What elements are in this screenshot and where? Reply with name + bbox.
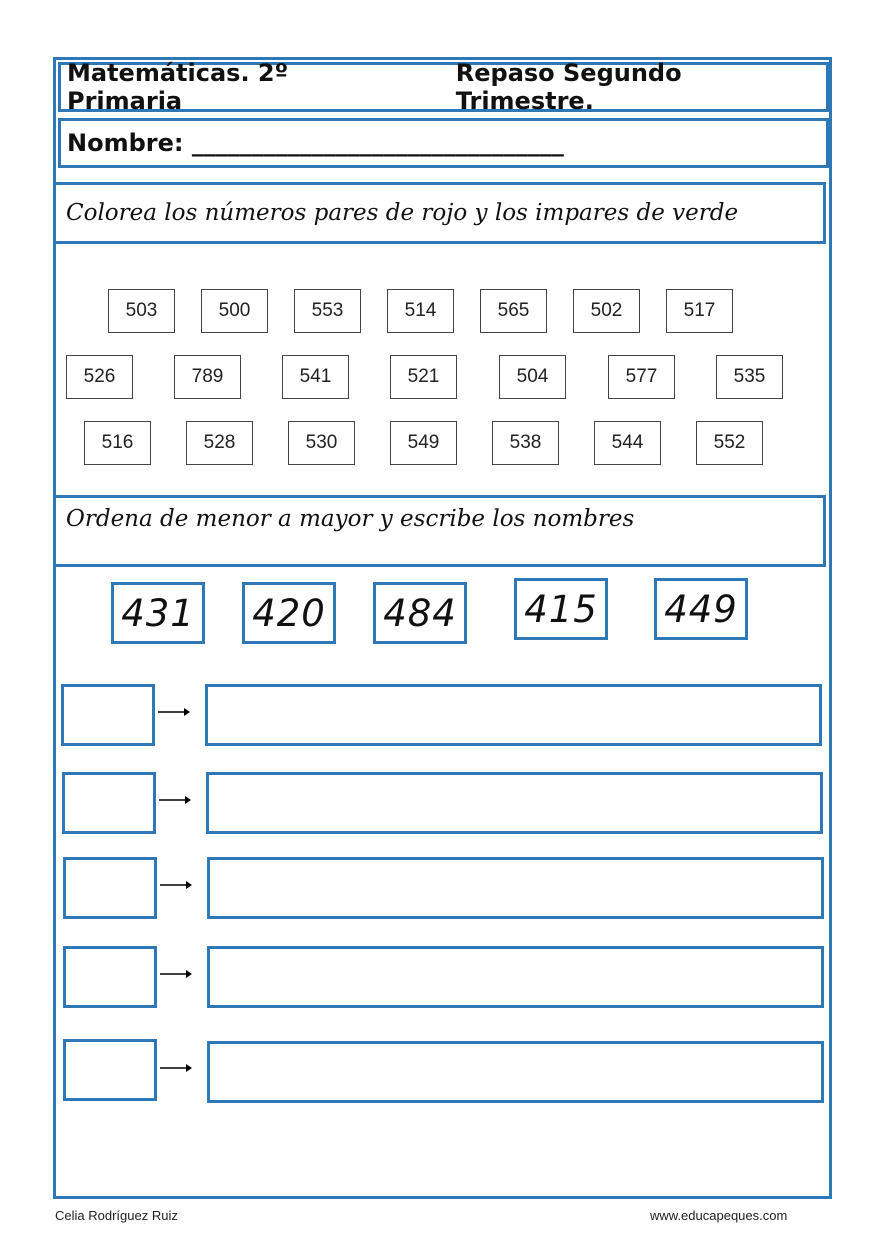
name-answer-box[interactable]: [206, 772, 823, 834]
number-answer-box[interactable]: [61, 684, 155, 746]
footer-website: www.educapeques.com: [650, 1208, 788, 1223]
number-box[interactable]: 541: [282, 355, 349, 399]
order-number: 484: [373, 582, 467, 644]
number-box[interactable]: 789: [174, 355, 241, 399]
number-box[interactable]: 552: [696, 421, 763, 465]
name-answer-box[interactable]: [205, 684, 822, 746]
instruction-color-text: Colorea los números pares de rojo y los impares de verde: [66, 200, 739, 226]
number-box[interactable]: 530: [288, 421, 355, 465]
footer-author: Celia Rodríguez Ruiz: [55, 1208, 178, 1223]
number-box[interactable]: 553: [294, 289, 361, 333]
number-box[interactable]: 504: [499, 355, 566, 399]
arrow-right-icon: [160, 1062, 192, 1074]
arrow-right-icon: [159, 794, 191, 806]
number-box[interactable]: 521: [390, 355, 457, 399]
number-box[interactable]: 538: [492, 421, 559, 465]
instruction-color: [53, 182, 826, 244]
name-bar: [58, 118, 829, 168]
arrow-right-icon: [158, 706, 190, 718]
order-number: 415: [514, 578, 608, 640]
arrow-right-icon: [160, 879, 192, 891]
order-number: 449: [654, 578, 748, 640]
instruction-order: [53, 495, 826, 567]
number-answer-box[interactable]: [63, 857, 157, 919]
number-answer-box[interactable]: [63, 1039, 157, 1101]
name-label: Nombre: _______________________________: [67, 129, 564, 157]
name-answer-box[interactable]: [207, 946, 824, 1008]
name-answer-box[interactable]: [207, 857, 824, 919]
number-box[interactable]: 502: [573, 289, 640, 333]
number-answer-box[interactable]: [63, 946, 157, 1008]
name-answer-box[interactable]: [207, 1041, 824, 1103]
number-box[interactable]: 577: [608, 355, 675, 399]
number-box[interactable]: 544: [594, 421, 661, 465]
number-box[interactable]: 514: [387, 289, 454, 333]
number-box[interactable]: 549: [390, 421, 457, 465]
number-box[interactable]: 500: [201, 289, 268, 333]
number-box[interactable]: 516: [84, 421, 151, 465]
number-answer-box[interactable]: [62, 772, 156, 834]
order-number: 420: [242, 582, 336, 644]
number-box[interactable]: 503: [108, 289, 175, 333]
order-number: 431: [111, 582, 205, 644]
number-box[interactable]: 535: [716, 355, 783, 399]
number-box[interactable]: 565: [480, 289, 547, 333]
subject-title: Matemáticas. 2º Primaria: [67, 59, 289, 115]
number-box[interactable]: 517: [666, 289, 733, 333]
number-box[interactable]: 528: [186, 421, 253, 465]
title-bar: [58, 59, 829, 115]
topic-title: Repaso Segundo Trimestre.: [455, 59, 682, 115]
instruction-order-text: Ordena de menor a mayor y escribe los nombres: [66, 506, 635, 532]
number-box[interactable]: 526: [66, 355, 133, 399]
arrow-right-icon: [160, 968, 192, 980]
